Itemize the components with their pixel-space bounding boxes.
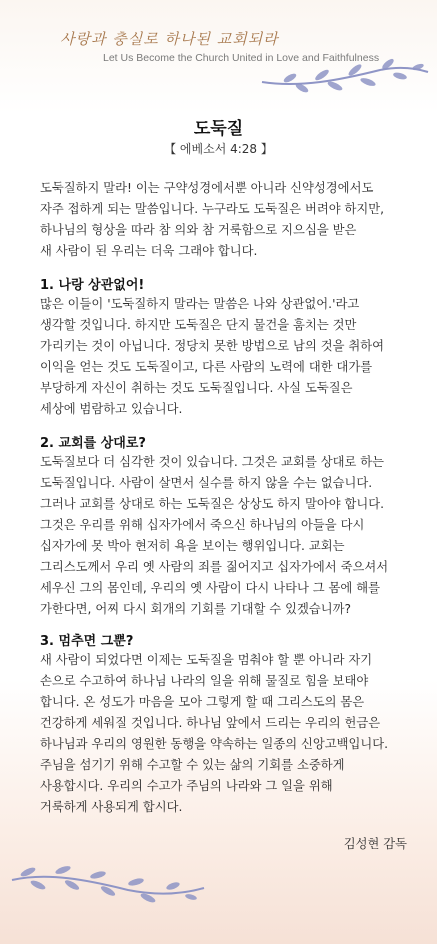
vine-ornament-top [260,58,430,98]
motto-korean: 사랑과 충실로 하나된 교회되라 [60,30,279,48]
motto-english: Let Us Become the Church United in Love and Faithfulness [103,52,380,64]
section-1-heading: 1. 나랑 상관없어! [40,278,145,293]
scripture-reference: 【 에베소서 4:28 】 [164,142,273,156]
article-title: 도둑질 [193,119,244,139]
author-signature: 김성현 감독 [343,837,407,851]
intro-paragraph: 도둑질하지 말라! 이는 구약성경에서뿐 아니라 신약성경에서도 자주 접하게 되는 말씀입니다. 누구라도 도둑질은 버려야 하지만, 하나님의 형상을 따라 참 의와 참 거룩함으로 지으심을 받은 새 사람이 된 우리는 더욱 그래야 합니다. [40,181,385,258]
vine-ornament-bottom [8,858,208,908]
section-3-heading: 3. 멈추면 그뿐? [40,634,134,649]
section-2-body: 도둑질보다 더 심각한 것이 있습니다. 그것은 교회를 상대로 하는 도둑질입니다. 사람이 살면서 실수를 하지 않을 수는 없습니다. 그러나 교회를 상대로 하는 도둑질은 상상도 하지 말아야 합니다. 그것은 우리를 위해 십자가에서 죽으신 하나님의 아들을 다시 십자가에 못 박아 현저히 욕을 보이는 행위입니다. 교회는 그리스도께서 우리 옛 사람의 죄를 짊어지고 십자가에서 죽으셔서 세우신 그의 몸인데, 우리의 옛 사람이 다시 나타나 그 몸에 해를 가한다면, 어찌 다시 회개의 기회를 기대할 수 있겠습니까? [40,455,389,616]
section-3-body: 새 사람이 되었다면 이제는 도둑질을 멈춰야 할 뿐 아니라 자기 손으로 수고하여 하나님 나라의 일을 위해 물질로 힘을 보태야 합니다. 온 성도가 마음을 모아 그렇게 할 때 그리스도의 몸은 건강하게 세워질 것입니다. 하나님 앞에서 드리는 우리의 헌금은 하나님과 우리의 영원한 동행을 약속하는 일종의 신앙고백입니다. 주님을 섬기기 위해 수고할 수 있는 삶의 기회를 소중하게 사용합시다. 우리의 수고가 주님의 나라와 그 일을 위해 거룩하게 사용되게 합시다. [40,653,389,814]
header [0,0,437,100]
section-2-heading: 2. 교회를 상대로? [40,436,146,451]
section-1-body: 많은 이들이 '도둑질하지 말라는 말씀은 나와 상관없어.'라고 생각할 것입니다. 하지만 도둑질은 단지 물건을 훔치는 것만 가리키는 것이 아닙니다. 정당치 못한 방법으로 남의 것을 취하여 이익을 얻는 것도 도둑질이고, 다른 사람의 노력에 대한 대가를 부당하게 자신이 취하는 것도 도둑질입니다. 사실 도둑질은 세상에 범람하고 있습니다. [40,297,385,416]
